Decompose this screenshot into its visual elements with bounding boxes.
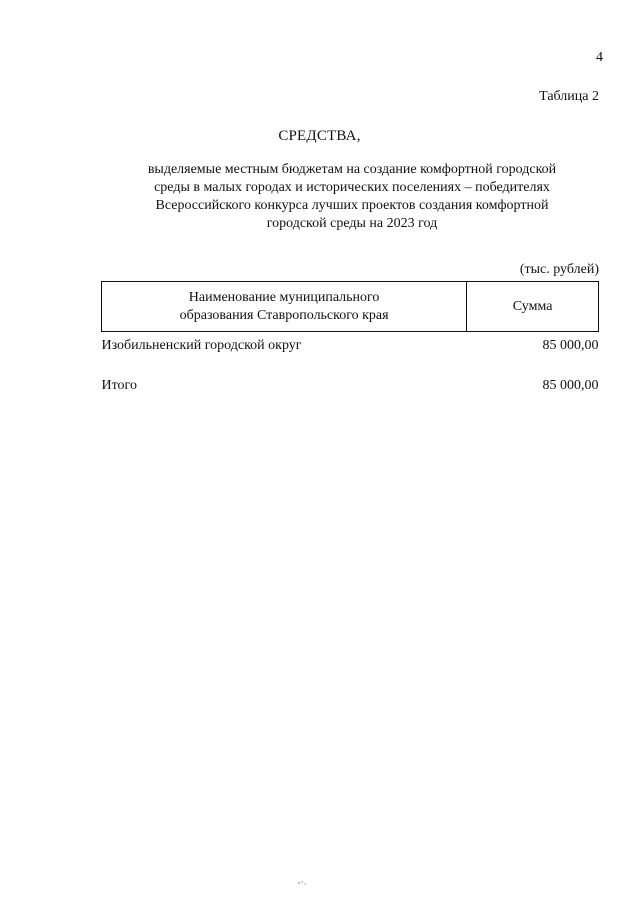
subtitle-line: выделяемые местным бюджетам на создание комфортной городской: [147, 162, 557, 177]
table-label: Таблица 2: [539, 89, 599, 104]
header-sum: Сумма: [467, 282, 599, 332]
subtitle-line: Всероссийского конкурса лучших проектов создания комфортной: [155, 198, 549, 213]
municipality-name: Изобильненский городской округ: [101, 338, 302, 353]
scan-speck: [298, 880, 306, 886]
document-title: СРЕДСТВА,: [278, 128, 361, 144]
page-number: 4: [596, 50, 603, 65]
subtitle-line: городской среды на 2023 год: [266, 216, 438, 231]
units-note: (тыс. рублей): [519, 262, 599, 277]
funds-table: [101, 281, 599, 394]
row-spacer: [102, 354, 599, 372]
document-subtitle: [104, 161, 600, 233]
total-row: [102, 372, 599, 394]
table-row: [102, 332, 599, 355]
header-municipality-line: образования Ставропольского края: [179, 307, 389, 323]
municipality-amount: 85 000,00: [542, 338, 599, 353]
header-municipality: [102, 282, 467, 332]
table-header-row: [102, 282, 599, 332]
total-label: Итого: [101, 378, 137, 393]
subtitle-line: среды в малых городах и исторических поселениях – победителях: [154, 180, 550, 195]
header-municipality-line: Наименование муниципального: [188, 289, 380, 305]
total-amount: 85 000,00: [542, 378, 599, 393]
